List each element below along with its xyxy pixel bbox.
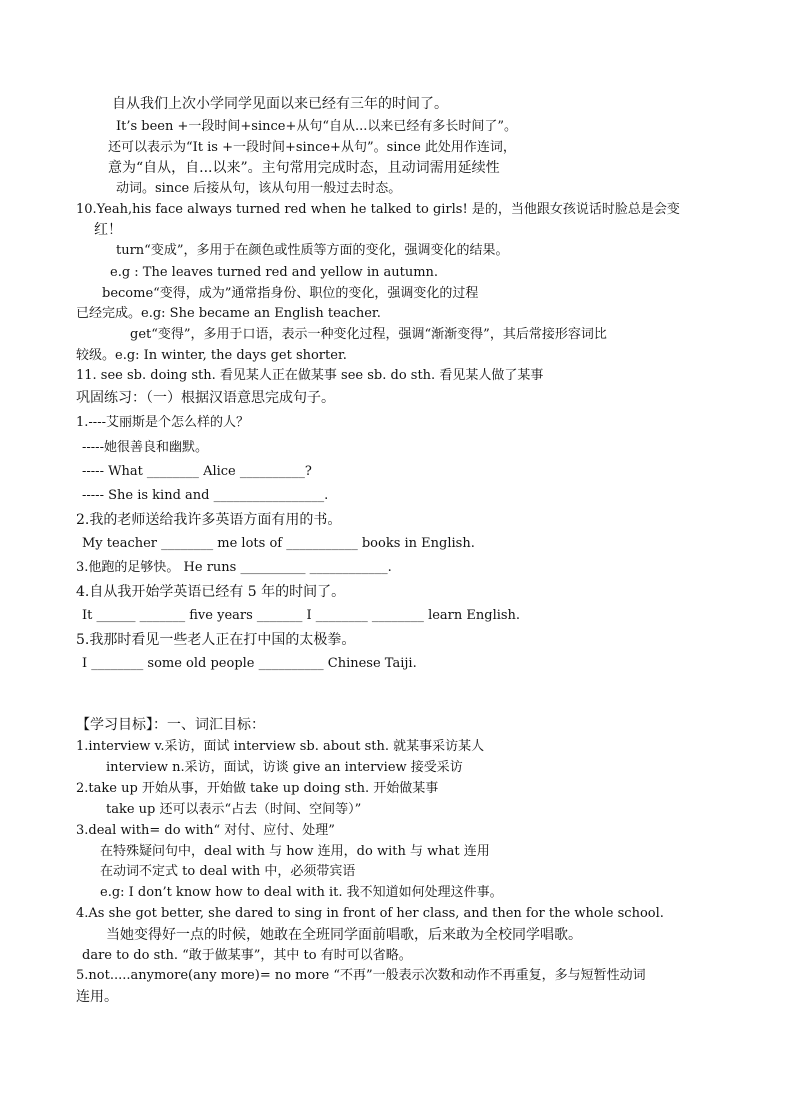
text-line: ----- What ________ Alice __________? bbox=[82, 464, 312, 479]
text-line: 红！ bbox=[94, 222, 122, 238]
text-line: 1.----艾丽斯是个怎么样的人？ bbox=[76, 415, 249, 430]
text-line: 在动词不定式 to deal with 中，必须带宾语 bbox=[100, 864, 356, 879]
text-line: 2.take up 开始从事，开始做 take up doing sth. 开始做某事 bbox=[76, 781, 439, 796]
text-line: e.g : The leaves turned red and yellow in autumn. bbox=[110, 265, 439, 280]
text-line: 4.As she got better, she dared to sing in front of her class, and then for the whole school. bbox=[76, 906, 664, 921]
text-line: e.g: I don’t know how to deal with it. 我不知道如何处理这件事。 bbox=[100, 885, 503, 900]
text-line: 在特殊疑问句中，deal with 与 how 连用，do with 与 what 连用 bbox=[100, 844, 490, 859]
text-line: My teacher ________ me lots of ___________ books in English. bbox=[82, 536, 475, 551]
text-line: 自从我们上次小学同学见面以来已经有三年的时间了。 bbox=[112, 96, 448, 112]
text-line: 10.Yeah,his face always turned red when he talked to girls! 是的，当他跟女孩说话时脸总是会变 bbox=[76, 202, 680, 217]
text-line: become“变得，成为”通常指身份、职位的变化，强调变化的过程 bbox=[102, 286, 479, 301]
text-line: 巩固练习：（一）根据汉语意思完成句子。 bbox=[76, 390, 335, 406]
text-line: 还可以表示为“It is +一段时间+since+从句”。since 此处用作连词， bbox=[108, 140, 516, 155]
text-line: 较级。e.g: In winter, the days get shorter. bbox=[76, 348, 347, 363]
text-line: 【学习目标】：一、词汇目标： bbox=[76, 717, 265, 733]
text-line: -----她很善良和幽默。 bbox=[82, 440, 208, 455]
text-line: 4.自从我开始学英语已经有 5 年的时间了。 bbox=[76, 584, 346, 600]
text-line: 3.他跑的足够快。 He runs __________ ____________. bbox=[76, 560, 392, 575]
text-line: dare to do sth. “敢于做某事”，其中 to 有时可以省略。 bbox=[82, 948, 412, 963]
text-line: 连用。 bbox=[76, 989, 118, 1005]
text-line: 1.interview v.采访，面试 interview sb. about sth. 就某事采访某人 bbox=[76, 739, 485, 754]
text-line: get“变得”，多用于口语，表示一种变化过程，强调“渐渐变得”，其后常接形容词比 bbox=[130, 327, 607, 342]
text-line: 已经完成。e.g: She became an English teacher. bbox=[76, 306, 381, 321]
text-line: ----- She is kind and _________________. bbox=[82, 488, 329, 503]
text-line: take up 还可以表示“占去（时间、空间等）” bbox=[106, 802, 362, 817]
text-line: 5.我那时看见一些老人正在打中国的太极拳。 bbox=[76, 632, 356, 648]
text-line: It ______ _______ five years _______ I ________ ________ learn English. bbox=[82, 608, 521, 623]
text-line: I ________ some old people __________ Chinese Taiji. bbox=[82, 656, 417, 671]
text-line: 2.我的老师送给我许多英语方面有用的书。 bbox=[76, 512, 342, 528]
text-line: 意为“自从，自...以来”。主句常用完成时态，且动词需用延续性 bbox=[108, 160, 500, 176]
text-line: turn“变成”，多用于在颜色或性质等方面的变化，强调变化的结果。 bbox=[116, 243, 509, 258]
text-line: It’s been +一段时间+since+从句“自从...以来已经有多长时间了”。 bbox=[116, 119, 518, 134]
text-line: 11. see sb. doing sth. 看见某人正在做某事 see sb. do sth. 看见某人做了某事 bbox=[76, 368, 544, 383]
text-line: 当她变得好一点的时候，她敢在全班同学面前唱歌，后来敢为全校同学唱歌。 bbox=[106, 927, 582, 943]
text-line: 3.deal with= do with“ 对付、应付、处理” bbox=[76, 823, 335, 838]
text-line: interview n.采访，面试，访谈 give an interview 接受采访 bbox=[106, 760, 463, 775]
text-line: 5.not.....anymore(any more)= no more “不再”一般表示次数和动作不再重复，多与短暂性动词 bbox=[76, 968, 646, 983]
text-line: 动词。since 后接从句，该从句用一般过去时态。 bbox=[116, 181, 402, 196]
